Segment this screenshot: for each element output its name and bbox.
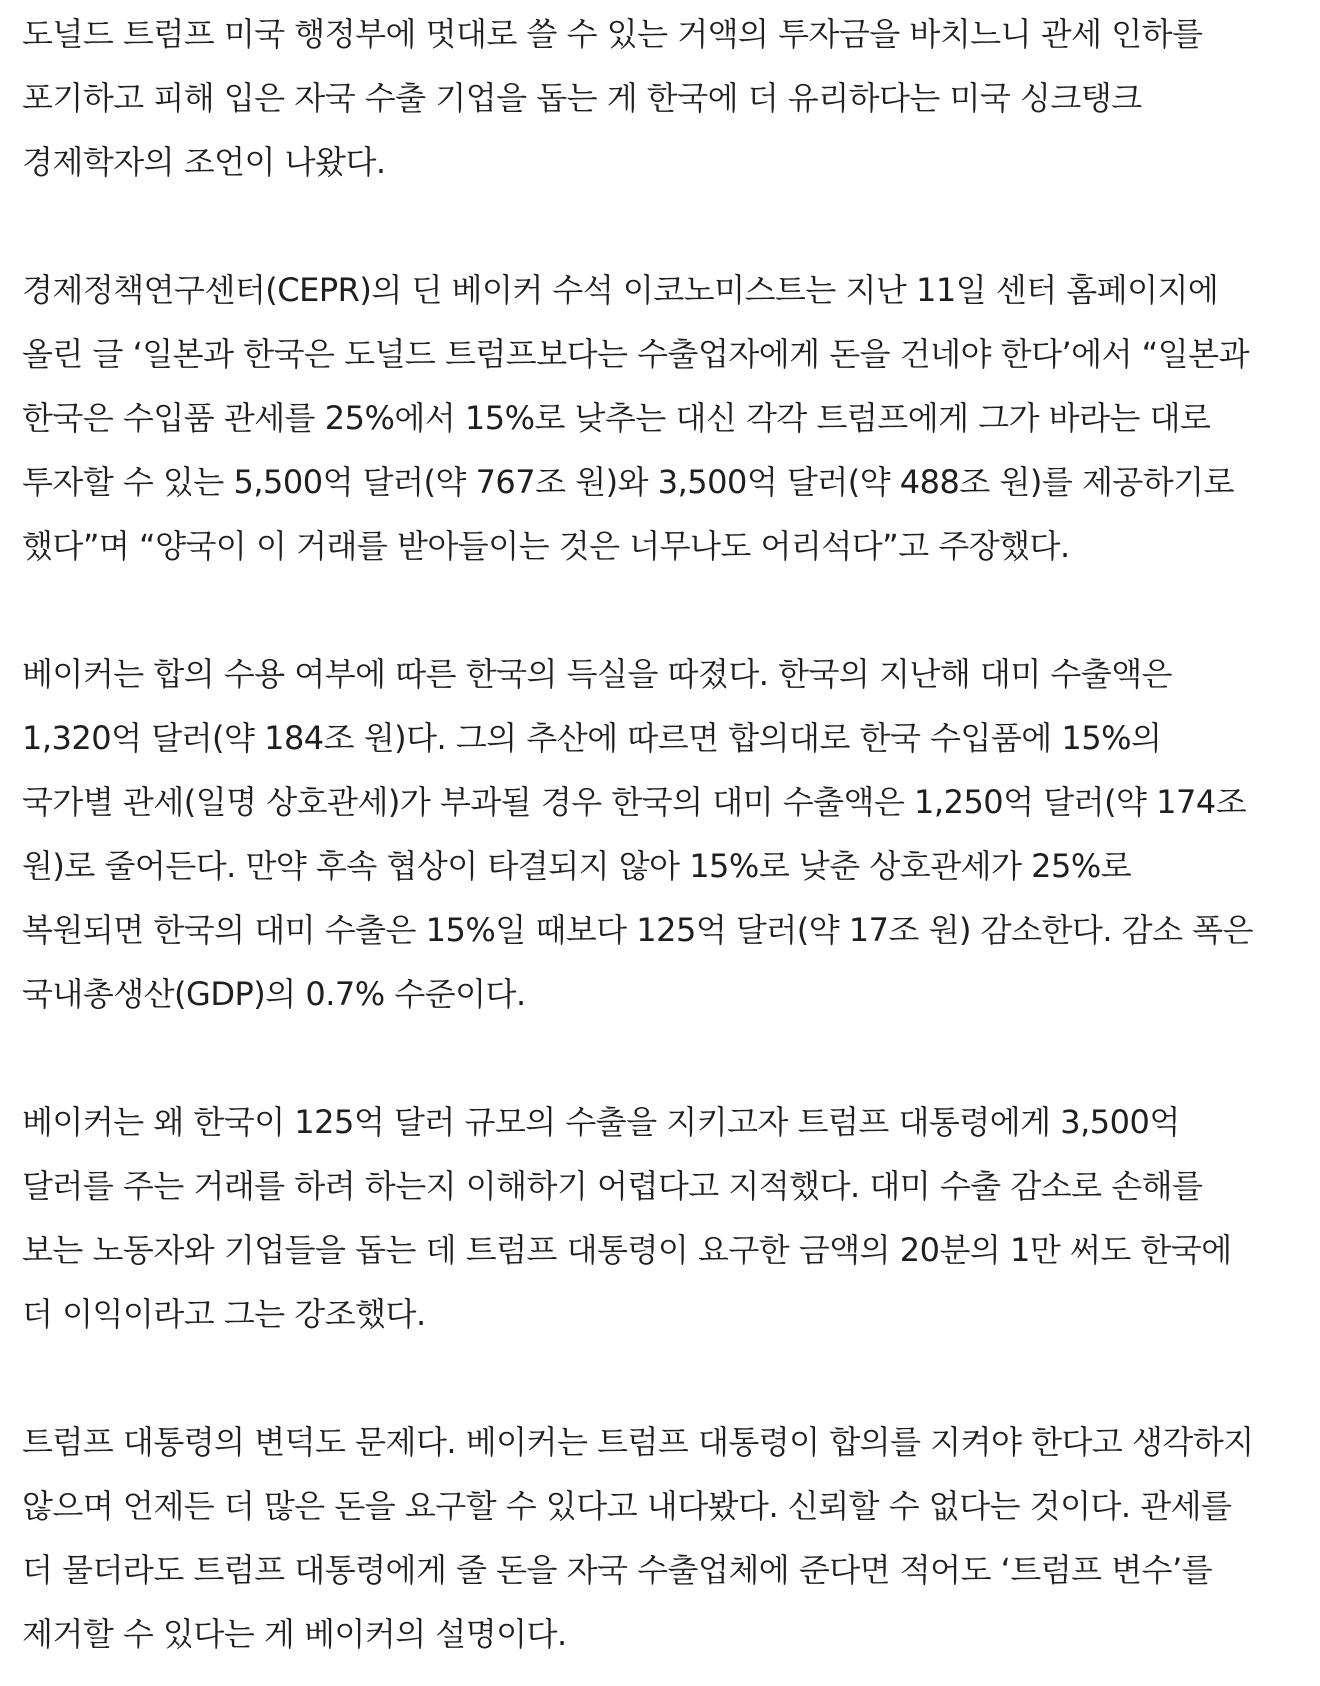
article-paragraph-3: 베이커는 합의 수용 여부에 따른 한국의 득실을 따졌다. 한국의 지난해 대미 수출액은 1,320억 달러(약 184조 원)다. 그의 추산에 따르면 합의대로 한국 수입품에 15%의 국가별 관세(일명 상호관세)가 부과될 경우 한국의 대미 수출액은 1,250억 달러(약 174조 원)로 줄어든다. 만약 후속 협상이 타결되지 않아 15%로 낮춘 상호관세가 25%로 복원되면 한국의 대미 수출은 15%일 때보다 125억 달러(약 17조 원) 감소한다. 감소 폭은 국내총생산(GDP)의 0.7% 수준이다.: [22, 655, 1253, 1013]
article-paragraph-5: 트럼프 대통령의 변덕도 문제다. 베이커는 트럼프 대통령이 합의를 지켜야 한다고 생각하지 않으며 언제든 더 많은 돈을 요구할 수 있다고 내다봤다. 신뢰할 수 없다는 것이다. 관세를 더 물더라도 트럼프 대통령에게 줄 돈을 자국 수출업체에 준다면 적어도 ‘트럼프 변수’를 제거할 수 있다는 게 베이커의 설명이다.: [22, 1423, 1254, 1653]
article-paragraph-4: 베이커는 왜 한국이 125억 달러 규모의 수출을 지키고자 트럼프 대통령에게 3,500억 달러를 주는 거래를 하려 하는지 이해하기 어렵다고 지적했다. 대미 수출 감소로 손해를 보는 노동자와 기업들을 돕는 데 트럼프 대통령이 요구한 금액의 20분의 1만 써도 한국에 더 이익이라고 그는 강조했다.: [22, 1103, 1232, 1333]
article-paragraph-1: 도널드 트럼프 미국 행정부에 멋대로 쓸 수 있는 거액의 투자금을 바치느니 관세 인하를 포기하고 피해 입은 자국 수출 기업을 돕는 게 한국에 더 유리하다는 미국 싱크탱크 경제학자의 조언이 나왔다.: [22, 15, 1203, 181]
article-paragraph-2: 경제정책연구센터(CEPR)의 딘 베이커 수석 이코노미스트는 지난 11일 센터 홈페이지에 올린 글 ‘일본과 한국은 도널드 트럼프보다는 수출업자에게 돈을 건네야 한다’에서 “일본과 한국은 수입품 관세를 25%에서 15%로 낮추는 대신 각각 트럼프에게 그가 바라는 대로 투자할 수 있는 5,500억 달러(약 767조 원)와 3,500억 달러(약 488조 원)를 제공하기로 했다”며 “양국이 이 거래를 받아들이는 것은 너무나도 어리석다”고 주장했다.: [22, 271, 1249, 565]
